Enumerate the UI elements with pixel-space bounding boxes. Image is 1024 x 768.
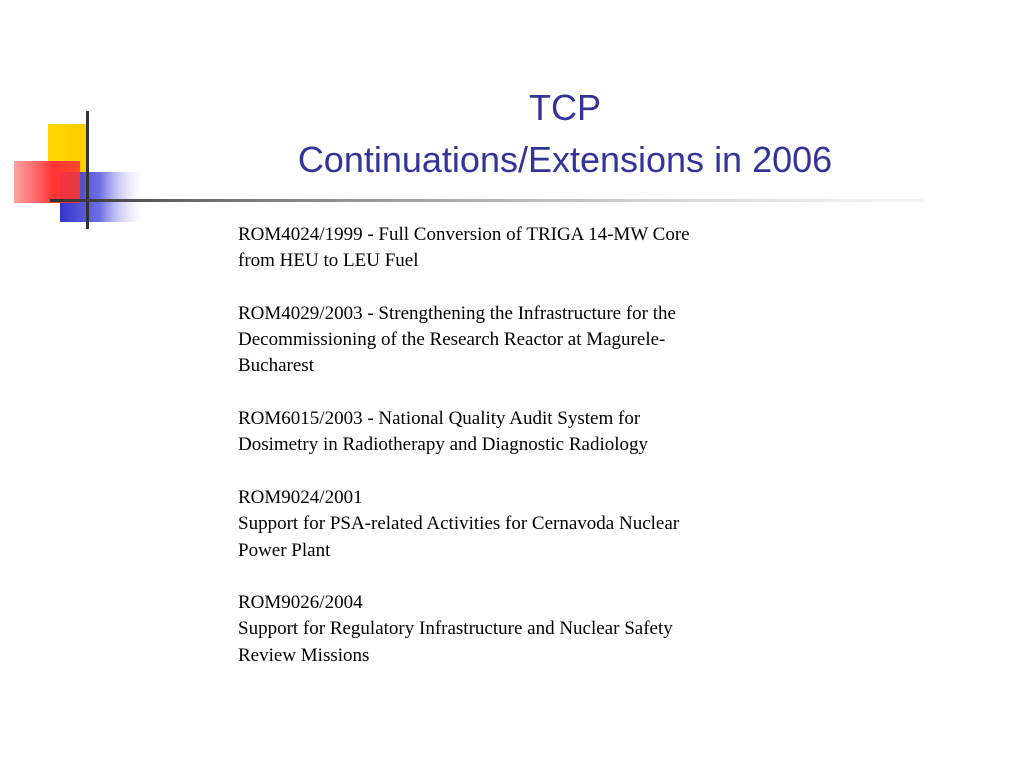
slide-title-line-1: TCP bbox=[529, 87, 601, 128]
entry-line: ROM6015/2003 - National Quality Audit System for bbox=[238, 408, 641, 430]
entry-line: ROM4029/2003 - Strengthening the Infrastructure for the bbox=[238, 302, 676, 324]
entry-line: Power Plant bbox=[238, 539, 331, 561]
project-entry bbox=[238, 406, 798, 459]
entry-line: Review Missions bbox=[238, 644, 370, 666]
project-entry bbox=[238, 222, 798, 275]
project-entry bbox=[238, 485, 798, 564]
entry-line: Dosimetry in Radiotherapy and Diagnostic Radiology bbox=[238, 434, 649, 456]
decor-red-square bbox=[14, 161, 80, 203]
decor-horizontal-line bbox=[50, 199, 924, 202]
project-entry bbox=[238, 590, 798, 669]
slide-body bbox=[238, 222, 798, 695]
entry-line: Support for PSA-related Activities for Cernavoda Nuclear bbox=[238, 513, 680, 535]
slide-title-line-2: Continuations/Extensions in 2006 bbox=[297, 139, 833, 180]
entry-line: Support for Regulatory Infrastructure and Nuclear Safety bbox=[238, 618, 673, 640]
entry-line: ROM9024/2001 bbox=[238, 486, 363, 508]
entry-line: Decommissioning of the Research Reactor at Magurele- bbox=[238, 329, 666, 351]
entry-line: Bucharest bbox=[238, 355, 314, 377]
decor-vertical-line bbox=[86, 111, 89, 229]
entry-line: ROM4024/1999 - Full Conversion of TRIGA 14-MW Core bbox=[238, 224, 690, 245]
project-entry bbox=[238, 301, 798, 380]
entry-line: ROM9026/2004 bbox=[238, 592, 363, 614]
entry-line: from HEU to LEU Fuel bbox=[238, 250, 419, 272]
